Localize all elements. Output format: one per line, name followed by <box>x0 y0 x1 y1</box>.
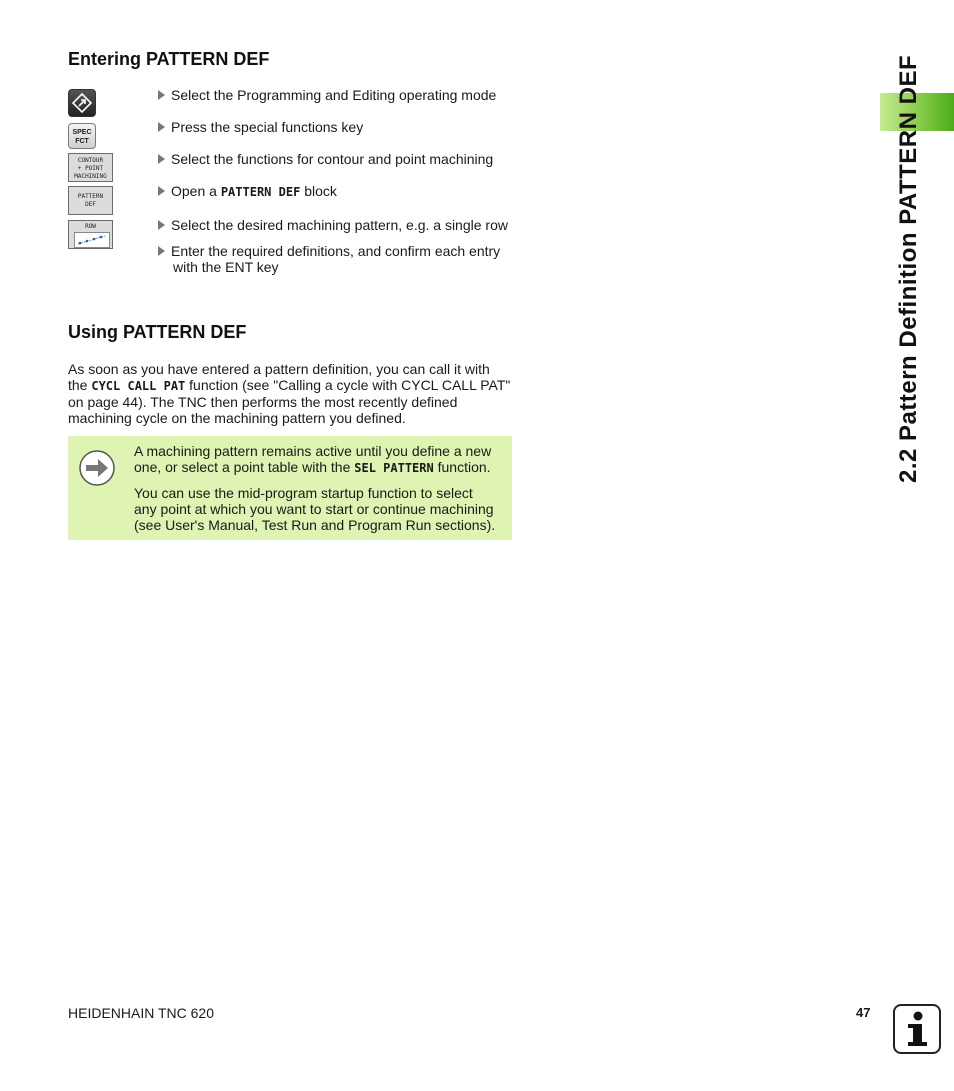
using-paragraph <box>68 361 513 426</box>
step-2 <box>158 119 518 135</box>
sel-pattern-code: SEL PATTERN <box>354 461 434 475</box>
section-title-entering: Entering PATTERN DEF <box>68 49 270 69</box>
step-4-post: block <box>300 183 337 199</box>
spec-fct-label-line2: FCT <box>75 138 89 145</box>
step-6 <box>158 243 518 275</box>
arrow-right-icon <box>158 220 165 230</box>
using-line-1: As soon as you have entered a pattern definition, you can call it with <box>68 361 490 377</box>
step-5 <box>158 217 518 233</box>
page-number: 47 <box>856 1005 871 1020</box>
info-icon <box>893 1004 941 1054</box>
step-4-pre: Open a <box>171 183 221 199</box>
softkey-contour-point-machining[interactable] <box>68 153 113 182</box>
section-title-using: Using PATTERN DEF <box>68 322 247 342</box>
softkey-contour-label: CONTOUR + POINT MACHINING <box>74 157 107 180</box>
note-paragraph-1: A machining pattern remains active until you define a new one, or select a point table with the SEL PATTERN function. <box>134 443 492 475</box>
step-6-line2: with the ENT key <box>173 259 279 275</box>
step-3 <box>158 151 518 167</box>
vertical-section-title: 2.2 Pattern Definition PATTERN DEF <box>895 54 922 483</box>
note-arrow-icon <box>78 449 116 487</box>
note-box <box>68 436 512 540</box>
spec-fct-key[interactable] <box>68 123 96 149</box>
cycl-call-pat-code: CYCL CALL PAT <box>91 379 186 393</box>
step-5-text: Select the desired machining pattern, e.g. a single row <box>171 217 508 233</box>
spec-fct-label-line1: SPEC <box>72 129 92 136</box>
softkey-pattern-def[interactable] <box>68 186 113 215</box>
step-1-text: Select the Programming and Editing operating mode <box>171 87 497 103</box>
arrow-right-icon <box>158 186 165 196</box>
softkey-row[interactable] <box>68 220 113 249</box>
softkey-pattern-def-label: PATTERN DEF <box>77 193 104 208</box>
step-2-text: Press the special functions key <box>171 119 364 135</box>
using-line-2: the CYCL CALL PAT function (see "Calling a cycle with CYCL CALL PAT" <box>68 377 511 393</box>
note-text <box>134 443 509 533</box>
row-pattern-icon <box>74 232 110 248</box>
step-4 <box>158 183 518 200</box>
note-paragraph-2: You can use the mid-program startup function to select any point at which you want to start or continue machining (see User's Manual, Test Run and Program Run sections). <box>134 485 496 533</box>
step-6-line1: Enter the required definitions, and confirm each entry <box>171 243 501 259</box>
arrow-right-icon <box>158 246 165 256</box>
softkey-row-label: ROW <box>85 223 96 230</box>
step-4-code: PATTERN DEF <box>220 185 301 199</box>
programming-mode-key[interactable] <box>68 89 96 117</box>
using-line-3: on page 44). The TNC then performs the most recently defined <box>68 394 458 410</box>
footer-product: HEIDENHAIN TNC 620 <box>68 1005 215 1021</box>
arrow-right-icon <box>158 90 165 100</box>
step-1 <box>158 87 518 103</box>
programming-mode-icon <box>69 90 95 116</box>
step-3-text: Select the functions for contour and point machining <box>171 151 494 167</box>
using-line-4: machining cycle on the machining pattern you defined. <box>68 410 406 426</box>
arrow-right-icon <box>158 122 165 132</box>
arrow-right-icon <box>158 154 165 164</box>
